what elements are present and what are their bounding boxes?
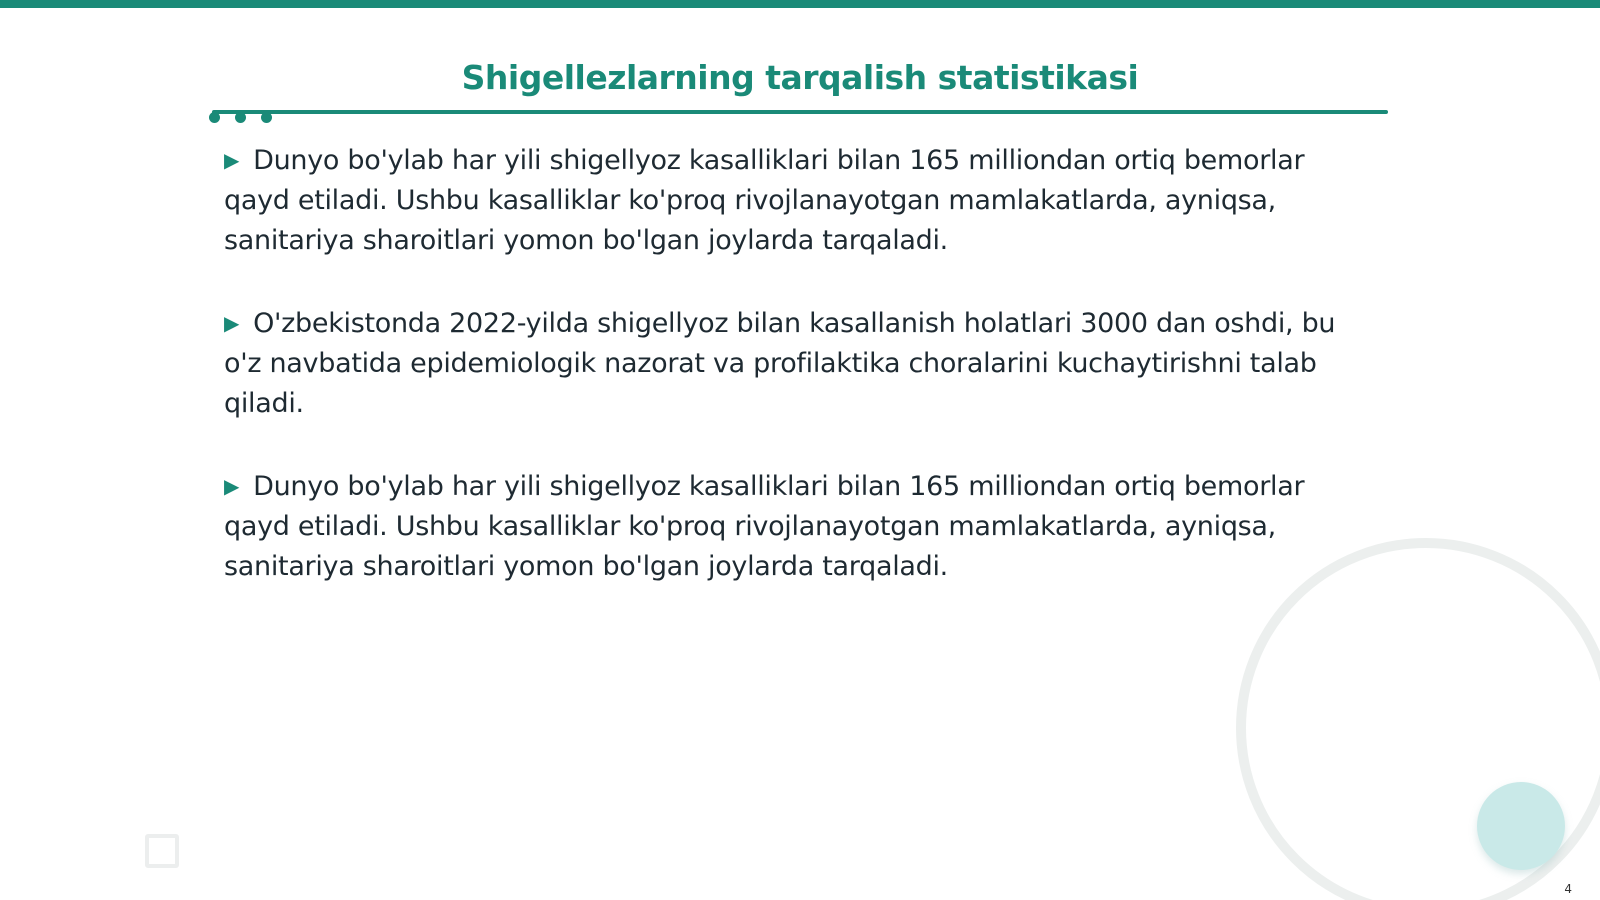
bullet-item xyxy=(224,303,1364,424)
page-number: 4 xyxy=(1564,882,1572,896)
decorative-dot xyxy=(261,112,272,123)
bullet-text: Dunyo bo'ylab har yili shigellyoz kasalliklari bilan 165 milliondan ortiq bemorlar qayd etiladi. Ushbu kasalliklar ko'proq rivojlanayotgan mamlakatlarda, ayniqsa, sanitariya sharoitlari yomon bo'lgan joylarda tarqaladi. xyxy=(224,471,1305,582)
bullet-item xyxy=(224,466,1364,587)
bullet-arrow-icon: ▶ xyxy=(224,474,240,498)
title-underline xyxy=(212,110,1388,114)
decorative-circle xyxy=(1477,782,1565,870)
bullet-text: O'zbekistonda 2022-yilda shigellyoz bilan kasallanish holatlari 3000 dan oshdi, bu o'z navbatida epidemiologik nazorat va profilaktika choralarini kuchaytirishni talab qiladi. xyxy=(224,308,1336,419)
bullet-list xyxy=(224,140,1364,629)
bullet-item xyxy=(224,140,1364,261)
bullet-arrow-icon: ▶ xyxy=(224,311,240,335)
decorative-dot xyxy=(209,112,220,123)
decorative-dot xyxy=(235,112,246,123)
top-accent-bar xyxy=(0,0,1600,8)
slide-title: Shigellezlarning tarqalish statistikasi xyxy=(461,58,1139,97)
bullet-arrow-icon: ▶ xyxy=(224,148,240,172)
decorative-square xyxy=(145,834,179,868)
bullet-text: Dunyo bo'ylab har yili shigellyoz kasalliklari bilan 165 milliondan ortiq bemorlar qayd etiladi. Ushbu kasalliklar ko'proq rivojlanayotgan mamlakatlarda, ayniqsa, sanitariya sharoitlari yomon bo'lgan joylarda tarqaladi. xyxy=(224,145,1305,256)
